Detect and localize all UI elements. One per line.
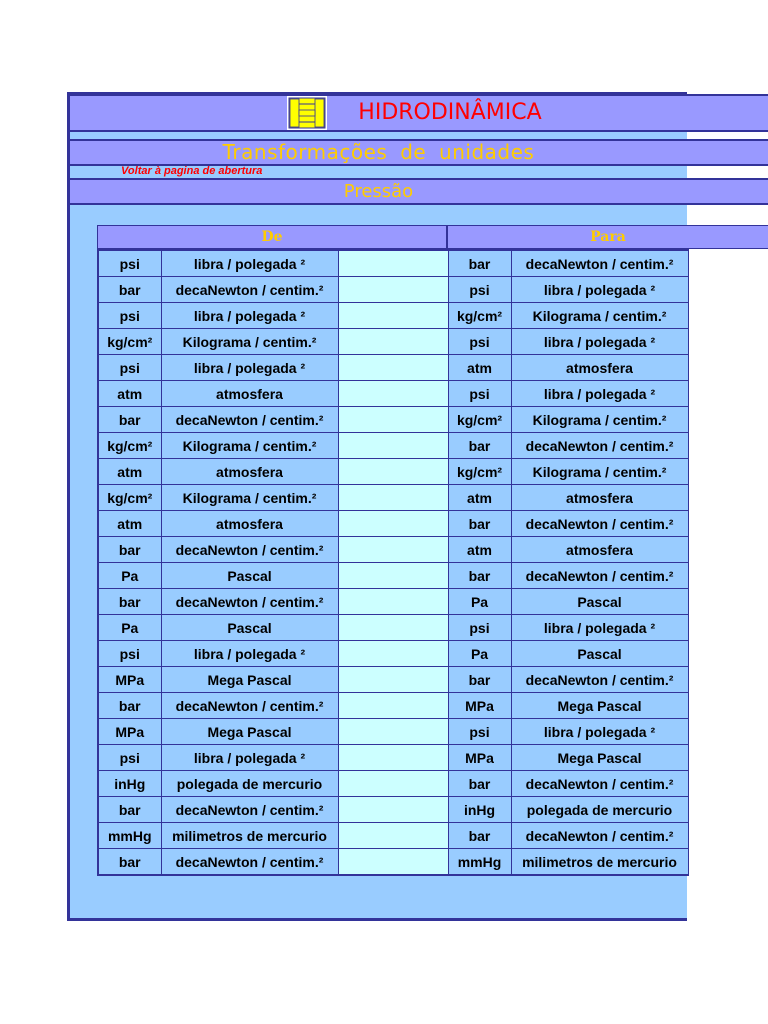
value-input-cell[interactable] (338, 667, 448, 693)
to-unit-abbr: psi (448, 719, 511, 745)
table-row (98, 407, 688, 433)
table-row (98, 433, 688, 459)
from-unit-name: decaNewton / centim.² (161, 277, 338, 303)
conversion-table (97, 249, 689, 876)
from-unit-abbr: bar (98, 797, 161, 823)
from-unit-abbr: bar (98, 537, 161, 563)
table-row (98, 277, 688, 303)
from-unit-abbr: bar (98, 407, 161, 433)
from-unit-abbr: atm (98, 459, 161, 485)
back-to-home-link[interactable]: Voltar à pagina de abertura (121, 165, 263, 177)
value-input-cell[interactable] (338, 771, 448, 797)
to-unit-abbr: bar (448, 771, 511, 797)
table-row (98, 771, 688, 797)
from-unit-name: decaNewton / centim.² (161, 693, 338, 719)
table-row (98, 485, 688, 511)
value-input-cell[interactable] (338, 745, 448, 771)
from-unit-abbr: Pa (98, 615, 161, 641)
table-row (98, 719, 688, 745)
to-unit-abbr: MPa (448, 745, 511, 771)
from-unit-abbr: bar (98, 693, 161, 719)
from-unit-abbr: atm (98, 511, 161, 537)
to-unit-abbr: atm (448, 537, 511, 563)
value-input-cell[interactable] (338, 511, 448, 537)
to-unit-name: Kilograma / centim.² (511, 459, 688, 485)
to-unit-name: Pascal (511, 589, 688, 615)
table-row (98, 849, 688, 876)
from-unit-abbr: psi (98, 250, 161, 277)
to-unit-abbr: MPa (448, 693, 511, 719)
from-unit-name: milimetros de mercurio (161, 823, 338, 849)
value-input-cell[interactable] (338, 849, 448, 876)
table-row (98, 355, 688, 381)
to-unit-abbr: bar (448, 433, 511, 459)
table-row (98, 693, 688, 719)
from-unit-abbr: bar (98, 277, 161, 303)
to-unit-name: libra / polegada ² (511, 329, 688, 355)
to-unit-name: decaNewton / centim.² (511, 563, 688, 589)
to-unit-name: libra / polegada ² (511, 381, 688, 407)
to-unit-name: Mega Pascal (511, 745, 688, 771)
page-title: HIDRODINÂMICA (358, 100, 542, 125)
table-row (98, 615, 688, 641)
from-unit-abbr: Pa (98, 563, 161, 589)
value-input-cell[interactable] (338, 823, 448, 849)
to-unit-name: libra / polegada ² (511, 719, 688, 745)
to-unit-name: atmosfera (511, 537, 688, 563)
to-unit-name: Kilograma / centim.² (511, 407, 688, 433)
to-unit-name: decaNewton / centim.² (511, 771, 688, 797)
from-unit-name: decaNewton / centim.² (161, 849, 338, 876)
from-unit-name: libra / polegada ² (161, 641, 338, 667)
to-unit-abbr: mmHg (448, 849, 511, 876)
table-row (98, 667, 688, 693)
from-unit-abbr: psi (98, 641, 161, 667)
value-input-cell[interactable] (338, 693, 448, 719)
from-unit-abbr: MPa (98, 719, 161, 745)
value-input-cell[interactable] (338, 589, 448, 615)
to-unit-name: decaNewton / centim.² (511, 823, 688, 849)
from-unit-name: atmosfera (161, 381, 338, 407)
from-unit-name: decaNewton / centim.² (161, 589, 338, 615)
to-unit-name: Mega Pascal (511, 693, 688, 719)
table-row (98, 797, 688, 823)
from-unit-name: decaNewton / centim.² (161, 537, 338, 563)
value-input-cell[interactable] (338, 719, 448, 745)
table-row (98, 511, 688, 537)
to-unit-abbr: kg/cm² (448, 459, 511, 485)
from-unit-name: libra / polegada ² (161, 745, 338, 771)
to-unit-name: libra / polegada ² (511, 277, 688, 303)
from-unit-abbr: psi (98, 355, 161, 381)
from-unit-name: Kilograma / centim.² (161, 485, 338, 511)
from-unit-name: decaNewton / centim.² (161, 797, 338, 823)
to-unit-name: decaNewton / centim.² (511, 511, 688, 537)
table-row (98, 563, 688, 589)
to-unit-abbr: Pa (448, 641, 511, 667)
table-row (98, 823, 688, 849)
column-header-para: Para (447, 225, 768, 249)
to-unit-abbr: psi (448, 615, 511, 641)
value-input-cell[interactable] (338, 277, 448, 303)
value-input-cell[interactable] (338, 381, 448, 407)
value-input-cell[interactable] (338, 459, 448, 485)
to-unit-abbr: bar (448, 823, 511, 849)
section-title: Pressão (343, 181, 414, 202)
table-row (98, 459, 688, 485)
from-unit-abbr: atm (98, 381, 161, 407)
value-input-cell[interactable] (338, 303, 448, 329)
to-unit-abbr: inHg (448, 797, 511, 823)
to-unit-name: atmosfera (511, 485, 688, 511)
to-unit-abbr: psi (448, 381, 511, 407)
from-unit-name: atmosfera (161, 459, 338, 485)
to-unit-name: atmosfera (511, 355, 688, 381)
from-unit-name: Kilograma / centim.² (161, 433, 338, 459)
from-unit-abbr: inHg (98, 771, 161, 797)
from-unit-name: atmosfera (161, 511, 338, 537)
value-input-cell[interactable] (338, 537, 448, 563)
from-unit-name: decaNewton / centim.² (161, 407, 338, 433)
table-row (98, 745, 688, 771)
table-row (98, 589, 688, 615)
to-unit-abbr: kg/cm² (448, 303, 511, 329)
from-unit-name: Mega Pascal (161, 667, 338, 693)
from-unit-abbr: kg/cm² (98, 433, 161, 459)
value-input-cell[interactable] (338, 250, 448, 277)
to-unit-name: decaNewton / centim.² (511, 250, 688, 277)
to-unit-name: Kilograma / centim.² (511, 303, 688, 329)
value-input-cell[interactable] (338, 329, 448, 355)
to-unit-name: milimetros de mercurio (511, 849, 688, 876)
to-unit-abbr: psi (448, 329, 511, 355)
table-row (98, 329, 688, 355)
table-row (98, 303, 688, 329)
value-input-cell[interactable] (338, 407, 448, 433)
value-input-cell[interactable] (338, 615, 448, 641)
table-row (98, 250, 688, 277)
from-unit-abbr: psi (98, 745, 161, 771)
value-input-cell[interactable] (338, 563, 448, 589)
h-logo-icon (287, 96, 327, 130)
to-unit-abbr: kg/cm² (448, 407, 511, 433)
to-unit-abbr: atm (448, 355, 511, 381)
from-unit-name: libra / polegada ² (161, 250, 338, 277)
from-unit-name: Mega Pascal (161, 719, 338, 745)
to-unit-name: decaNewton / centim.² (511, 433, 688, 459)
from-unit-name: Pascal (161, 615, 338, 641)
value-input-cell[interactable] (338, 485, 448, 511)
to-unit-abbr: bar (448, 250, 511, 277)
from-unit-abbr: psi (98, 303, 161, 329)
to-unit-abbr: psi (448, 277, 511, 303)
from-unit-abbr: MPa (98, 667, 161, 693)
to-unit-name: polegada de mercurio (511, 797, 688, 823)
to-unit-abbr: bar (448, 563, 511, 589)
to-unit-name: Pascal (511, 641, 688, 667)
from-unit-abbr: kg/cm² (98, 329, 161, 355)
table-row (98, 537, 688, 563)
value-input-cell[interactable] (338, 641, 448, 667)
value-input-cell[interactable] (338, 355, 448, 381)
to-unit-abbr: atm (448, 485, 511, 511)
table-row (98, 381, 688, 407)
from-unit-name: Kilograma / centim.² (161, 329, 338, 355)
from-unit-name: polegada de mercurio (161, 771, 338, 797)
from-unit-abbr: bar (98, 589, 161, 615)
from-unit-name: libra / polegada ² (161, 303, 338, 329)
to-unit-abbr: bar (448, 667, 511, 693)
to-unit-name: decaNewton / centim.² (511, 667, 688, 693)
value-input-cell[interactable] (338, 433, 448, 459)
from-unit-name: libra / polegada ² (161, 355, 338, 381)
to-unit-name: libra / polegada ² (511, 615, 688, 641)
column-header-de: De (97, 225, 447, 249)
from-unit-abbr: mmHg (98, 823, 161, 849)
value-input-cell[interactable] (338, 797, 448, 823)
table-row (98, 641, 688, 667)
from-unit-abbr: kg/cm² (98, 485, 161, 511)
from-unit-abbr: bar (98, 849, 161, 876)
page-subtitle: Transformações de unidades (222, 140, 535, 164)
to-unit-abbr: Pa (448, 589, 511, 615)
to-unit-abbr: bar (448, 511, 511, 537)
from-unit-name: Pascal (161, 563, 338, 589)
